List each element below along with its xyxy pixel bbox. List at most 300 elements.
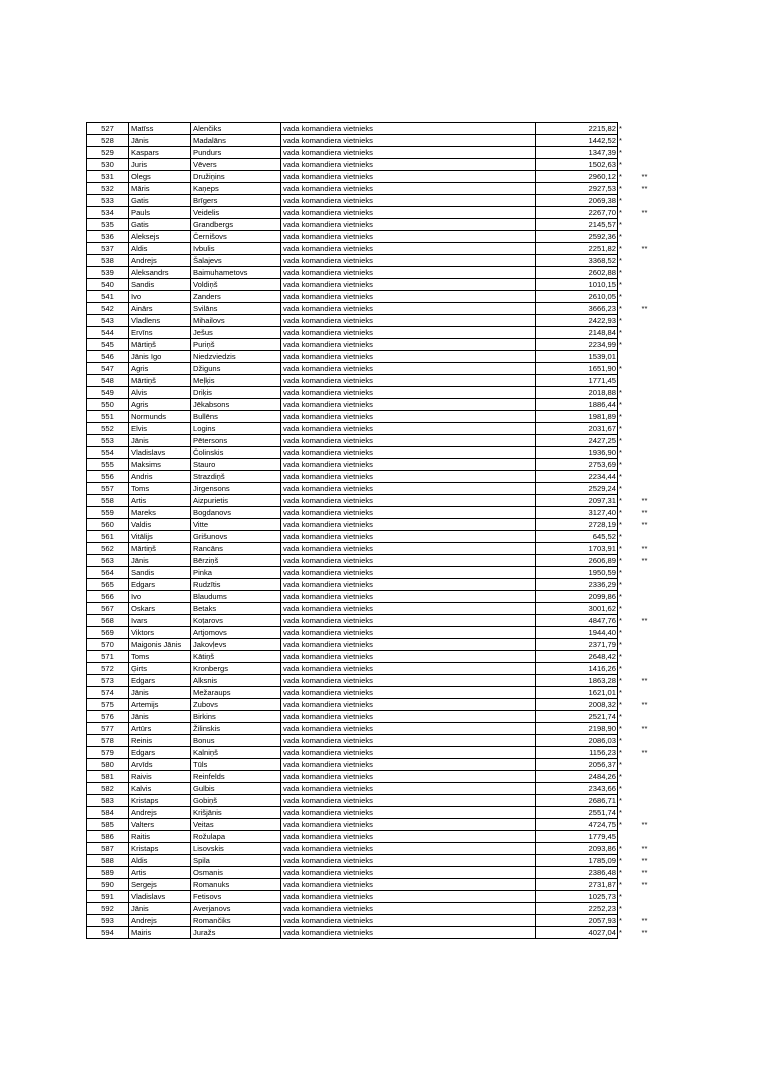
flag-double-cell xyxy=(630,627,660,639)
last-name-cell: Logins xyxy=(191,423,281,435)
position-cell: vada komandiera vietnieks xyxy=(281,447,536,459)
row-number-cell: 549 xyxy=(87,387,129,399)
flag-single-cell: * xyxy=(619,784,622,793)
flag-double-cell xyxy=(630,807,660,819)
last-name-cell: Ješus xyxy=(191,327,281,339)
amount-cell: 2148,84 xyxy=(536,327,618,339)
flag-single-cell: * xyxy=(619,472,622,481)
first-name-cell: Valters xyxy=(129,819,191,831)
row-number-cell: 581 xyxy=(87,771,129,783)
first-name-cell: Ervīns xyxy=(129,327,191,339)
flag-double-cell xyxy=(630,651,660,663)
row-number-cell: 536 xyxy=(87,231,129,243)
amount-cell: 2057,93 xyxy=(536,915,618,927)
table-row xyxy=(87,123,660,135)
position-cell: vada komandiera vietnieks xyxy=(281,183,536,195)
flag-single-cell: * xyxy=(619,604,622,613)
table-row xyxy=(87,483,660,495)
amount-cell: 2336,29 xyxy=(536,579,618,591)
flag-double-cell xyxy=(630,123,660,135)
flag-double-cell: ** xyxy=(641,520,648,529)
first-name-cell: Jānis xyxy=(129,903,191,915)
position-cell: vada komandiera vietnieks xyxy=(281,555,536,567)
row-number-cell: 542 xyxy=(87,303,129,315)
last-name-cell: Pētersons xyxy=(191,435,281,447)
flag-single-cell: * xyxy=(619,820,622,829)
flag-single-cell: * xyxy=(619,208,622,217)
position-cell: vada komandiera vietnieks xyxy=(281,879,536,891)
position-cell: vada komandiera vietnieks xyxy=(281,711,536,723)
last-name-cell: Voldiņš xyxy=(191,279,281,291)
table-row xyxy=(87,315,660,327)
first-name-cell: Aleksejs xyxy=(129,231,191,243)
last-name-cell: Rancāns xyxy=(191,543,281,555)
first-name-cell: Ivars xyxy=(129,615,191,627)
last-name-cell: Kātiņš xyxy=(191,651,281,663)
position-cell: vada komandiera vietnieks xyxy=(281,927,536,939)
flag-double-cell xyxy=(630,435,660,447)
last-name-cell: Zanders xyxy=(191,291,281,303)
flag-double-cell: ** xyxy=(641,868,648,877)
position-cell: vada komandiera vietnieks xyxy=(281,531,536,543)
last-name-cell: Veitas xyxy=(191,819,281,831)
table-row xyxy=(87,699,660,711)
flag-single-cell: * xyxy=(619,184,622,193)
first-name-cell: Mareks xyxy=(129,507,191,519)
flag-single-cell: * xyxy=(619,844,622,853)
table-row xyxy=(87,399,660,411)
flag-single-cell: * xyxy=(619,724,622,733)
table-row xyxy=(87,243,660,255)
first-name-cell: Agris xyxy=(129,399,191,411)
amount-cell: 2686,71 xyxy=(536,795,618,807)
first-name-cell: Edgars xyxy=(129,579,191,591)
amount-cell: 1025,73 xyxy=(536,891,618,903)
amount-cell: 1936,90 xyxy=(536,447,618,459)
flag-single-cell: * xyxy=(619,136,622,145)
table-row xyxy=(87,711,660,723)
row-number-cell: 547 xyxy=(87,363,129,375)
table-row xyxy=(87,615,660,627)
amount-cell: 2521,74 xyxy=(536,711,618,723)
last-name-cell: Lisovskis xyxy=(191,843,281,855)
flag-single-cell: * xyxy=(619,484,622,493)
amount-cell: 2386,48 xyxy=(536,867,618,879)
last-name-cell: Veidelis xyxy=(191,207,281,219)
first-name-cell: Jānis xyxy=(129,135,191,147)
first-name-cell: Ainārs xyxy=(129,303,191,315)
last-name-cell: Ivbulis xyxy=(191,243,281,255)
row-number-cell: 576 xyxy=(87,711,129,723)
last-name-cell: Čolinskis xyxy=(191,447,281,459)
table-row xyxy=(87,147,660,159)
first-name-cell: Ģirts xyxy=(129,663,191,675)
last-name-cell: Fetisovs xyxy=(191,891,281,903)
last-name-cell: Tūls xyxy=(191,759,281,771)
amount-cell: 2610,05 xyxy=(536,291,618,303)
first-name-cell: Normunds xyxy=(129,411,191,423)
amount-cell: 3001,62 xyxy=(536,603,618,615)
flag-single-cell: * xyxy=(619,124,622,133)
last-name-cell: Grandbergs xyxy=(191,219,281,231)
flag-double-cell: ** xyxy=(641,184,648,193)
table-row xyxy=(87,135,660,147)
first-name-cell: Vitālijs xyxy=(129,531,191,543)
row-number-cell: 530 xyxy=(87,159,129,171)
first-name-cell: Vladlens xyxy=(129,315,191,327)
first-name-cell: Vladislavs xyxy=(129,891,191,903)
position-cell: vada komandiera vietnieks xyxy=(281,399,536,411)
row-number-cell: 532 xyxy=(87,183,129,195)
row-number-cell: 585 xyxy=(87,819,129,831)
flag-double-cell: ** xyxy=(641,244,648,253)
amount-cell: 1156,23 xyxy=(536,747,618,759)
flag-single-cell: * xyxy=(619,196,622,205)
last-name-cell: Pinka xyxy=(191,567,281,579)
position-cell: vada komandiera vietnieks xyxy=(281,747,536,759)
flag-single-cell xyxy=(618,351,630,363)
table-row xyxy=(87,387,660,399)
flag-double-cell xyxy=(630,531,660,543)
last-name-cell: Romanuks xyxy=(191,879,281,891)
first-name-cell: Maigonis Jānis xyxy=(129,639,191,651)
first-name-cell: Reinis xyxy=(129,735,191,747)
row-number-cell: 558 xyxy=(87,495,129,507)
first-name-cell: Mārtiņš xyxy=(129,375,191,387)
flag-double-cell: ** xyxy=(641,544,648,553)
table-row xyxy=(87,159,660,171)
position-cell: vada komandiera vietnieks xyxy=(281,435,536,447)
position-cell: vada komandiera vietnieks xyxy=(281,723,536,735)
amount-cell: 1779,45 xyxy=(536,831,618,843)
row-number-cell: 573 xyxy=(87,675,129,687)
position-cell: vada komandiera vietnieks xyxy=(281,519,536,531)
flag-double-cell xyxy=(630,375,660,387)
first-name-cell: Artemijs xyxy=(129,699,191,711)
flag-double-cell: ** xyxy=(641,916,648,925)
table-row xyxy=(87,675,660,687)
table-row xyxy=(87,459,660,471)
amount-cell: 3127,40 xyxy=(536,507,618,519)
row-number-cell: 570 xyxy=(87,639,129,651)
flag-double-cell xyxy=(630,399,660,411)
flag-single-cell: * xyxy=(619,916,622,925)
last-name-cell: Černišovs xyxy=(191,231,281,243)
position-cell: vada komandiera vietnieks xyxy=(281,903,536,915)
position-cell: vada komandiera vietnieks xyxy=(281,591,536,603)
last-name-cell: Alksnis xyxy=(191,675,281,687)
first-name-cell: Toms xyxy=(129,483,191,495)
row-number-cell: 552 xyxy=(87,423,129,435)
table-row xyxy=(87,891,660,903)
row-number-cell: 575 xyxy=(87,699,129,711)
flag-double-cell xyxy=(630,759,660,771)
flag-single-cell: * xyxy=(619,616,622,625)
first-name-cell: Andrejs xyxy=(129,255,191,267)
amount-cell: 2093,86 xyxy=(536,843,618,855)
last-name-cell: Brīgers xyxy=(191,195,281,207)
flag-double-cell: ** xyxy=(641,172,648,181)
table-row xyxy=(87,207,660,219)
row-number-cell: 590 xyxy=(87,879,129,891)
flag-single-cell: * xyxy=(619,412,622,421)
flag-double-cell xyxy=(630,147,660,159)
amount-cell: 1010,15 xyxy=(536,279,618,291)
amount-cell: 2251,82 xyxy=(536,243,618,255)
amount-cell: 2592,36 xyxy=(536,231,618,243)
last-name-cell: Kaņeps xyxy=(191,183,281,195)
amount-cell: 3368,52 xyxy=(536,255,618,267)
last-name-cell: Džiguns xyxy=(191,363,281,375)
position-cell: vada komandiera vietnieks xyxy=(281,135,536,147)
amount-cell: 2008,32 xyxy=(536,699,618,711)
table-row xyxy=(87,231,660,243)
flag-double-cell xyxy=(630,231,660,243)
table-row xyxy=(87,339,660,351)
table-row xyxy=(87,327,660,339)
flag-double-cell: ** xyxy=(641,724,648,733)
row-number-cell: 539 xyxy=(87,267,129,279)
first-name-cell: Mairis xyxy=(129,927,191,939)
table-row xyxy=(87,267,660,279)
flag-single-cell: * xyxy=(619,460,622,469)
flag-double-cell: ** xyxy=(641,556,648,565)
amount-cell: 1416,26 xyxy=(536,663,618,675)
table-row xyxy=(87,351,660,363)
row-number-cell: 544 xyxy=(87,327,129,339)
flag-double-cell xyxy=(630,363,660,375)
first-name-cell: Mārtiņš xyxy=(129,543,191,555)
position-cell: vada komandiera vietnieks xyxy=(281,675,536,687)
table-row xyxy=(87,219,660,231)
table-row xyxy=(87,291,660,303)
last-name-cell: Gobiņš xyxy=(191,795,281,807)
flag-double-cell xyxy=(630,567,660,579)
first-name-cell: Oskars xyxy=(129,603,191,615)
amount-cell: 2422,93 xyxy=(536,315,618,327)
last-name-cell: Spila xyxy=(191,855,281,867)
last-name-cell: Bullēns xyxy=(191,411,281,423)
row-number-cell: 562 xyxy=(87,543,129,555)
table-row xyxy=(87,303,660,315)
flag-double-cell xyxy=(630,639,660,651)
table-row xyxy=(87,447,660,459)
flag-single-cell: * xyxy=(619,652,622,661)
flag-double-cell: ** xyxy=(641,748,648,757)
amount-cell: 1703,91 xyxy=(536,543,618,555)
last-name-cell: Krišjānis xyxy=(191,807,281,819)
table-row xyxy=(87,747,660,759)
amount-cell: 2198,90 xyxy=(536,723,618,735)
table-row xyxy=(87,519,660,531)
last-name-cell: Svilāns xyxy=(191,303,281,315)
amount-cell: 4027,04 xyxy=(536,927,618,939)
row-number-cell: 578 xyxy=(87,735,129,747)
row-number-cell: 550 xyxy=(87,399,129,411)
table-row xyxy=(87,795,660,807)
first-name-cell: Olegs xyxy=(129,171,191,183)
first-name-cell: Viktors xyxy=(129,627,191,639)
amount-cell: 2927,53 xyxy=(536,183,618,195)
amount-cell: 1347,39 xyxy=(536,147,618,159)
table-row xyxy=(87,363,660,375)
position-cell: vada komandiera vietnieks xyxy=(281,243,536,255)
first-name-cell: Kaspars xyxy=(129,147,191,159)
flag-double-cell xyxy=(630,591,660,603)
flag-single-cell: * xyxy=(619,868,622,877)
flag-double-cell xyxy=(630,579,660,591)
last-name-cell: Mežaraups xyxy=(191,687,281,699)
flag-single-cell: * xyxy=(619,364,622,373)
flag-single-cell: * xyxy=(619,544,622,553)
flag-single-cell: * xyxy=(619,580,622,589)
first-name-cell: Aldis xyxy=(129,243,191,255)
position-cell: vada komandiera vietnieks xyxy=(281,159,536,171)
first-name-cell: Artis xyxy=(129,867,191,879)
amount-cell: 2234,44 xyxy=(536,471,618,483)
table-row xyxy=(87,639,660,651)
first-name-cell: Kalvis xyxy=(129,783,191,795)
amount-cell: 1539,01 xyxy=(536,351,618,363)
flag-double-cell xyxy=(630,891,660,903)
first-name-cell: Valdis xyxy=(129,519,191,531)
flag-single-cell: * xyxy=(619,328,622,337)
row-number-cell: 534 xyxy=(87,207,129,219)
position-cell: vada komandiera vietnieks xyxy=(281,171,536,183)
first-name-cell: Andrejs xyxy=(129,915,191,927)
first-name-cell: Andris xyxy=(129,471,191,483)
first-name-cell: Artūrs xyxy=(129,723,191,735)
row-number-cell: 567 xyxy=(87,603,129,615)
position-cell: vada komandiera vietnieks xyxy=(281,351,536,363)
row-number-cell: 569 xyxy=(87,627,129,639)
row-number-cell: 589 xyxy=(87,867,129,879)
table-row xyxy=(87,723,660,735)
amount-cell: 2086,03 xyxy=(536,735,618,747)
last-name-cell: Grišunovs xyxy=(191,531,281,543)
table-row xyxy=(87,555,660,567)
flag-double-cell: ** xyxy=(641,820,648,829)
amount-cell: 2371,79 xyxy=(536,639,618,651)
last-name-cell: Puriņš xyxy=(191,339,281,351)
flag-single-cell xyxy=(618,375,630,387)
row-number-cell: 561 xyxy=(87,531,129,543)
amount-cell: 2731,87 xyxy=(536,879,618,891)
amount-cell: 1771,45 xyxy=(536,375,618,387)
flag-single-cell: * xyxy=(619,244,622,253)
flag-double-cell: ** xyxy=(641,508,648,517)
amount-cell: 2056,37 xyxy=(536,759,618,771)
row-number-cell: 537 xyxy=(87,243,129,255)
flag-single-cell: * xyxy=(619,496,622,505)
first-name-cell: Māris xyxy=(129,183,191,195)
flag-single-cell: * xyxy=(619,160,622,169)
flag-double-cell xyxy=(630,483,660,495)
flag-double-cell: ** xyxy=(641,844,648,853)
table-row xyxy=(87,867,660,879)
first-name-cell: Jānis xyxy=(129,555,191,567)
amount-cell: 2097,31 xyxy=(536,495,618,507)
row-number-cell: 591 xyxy=(87,891,129,903)
table-row xyxy=(87,855,660,867)
flag-single-cell: * xyxy=(619,256,622,265)
table-row xyxy=(87,195,660,207)
flag-single-cell: * xyxy=(619,880,622,889)
amount-cell: 1621,01 xyxy=(536,687,618,699)
row-number-cell: 556 xyxy=(87,471,129,483)
last-name-cell: Rožulapa xyxy=(191,831,281,843)
position-cell: vada komandiera vietnieks xyxy=(281,855,536,867)
flag-single-cell: * xyxy=(619,904,622,913)
first-name-cell: Gatis xyxy=(129,195,191,207)
table-row xyxy=(87,627,660,639)
flag-single-cell: * xyxy=(619,232,622,241)
position-cell: vada komandiera vietnieks xyxy=(281,327,536,339)
flag-double-cell xyxy=(630,219,660,231)
flag-double-cell: ** xyxy=(641,304,648,313)
amount-cell: 2234,99 xyxy=(536,339,618,351)
amount-cell: 2728,19 xyxy=(536,519,618,531)
flag-double-cell xyxy=(630,387,660,399)
flag-single-cell: * xyxy=(619,340,622,349)
last-name-cell: Artjomovs xyxy=(191,627,281,639)
flag-single-cell: * xyxy=(619,316,622,325)
last-name-cell: Jirgensons xyxy=(191,483,281,495)
table-body xyxy=(87,123,660,939)
table-row xyxy=(87,663,660,675)
row-number-cell: 545 xyxy=(87,339,129,351)
position-cell: vada komandiera vietnieks xyxy=(281,627,536,639)
row-number-cell: 563 xyxy=(87,555,129,567)
flag-double-cell: ** xyxy=(641,700,648,709)
row-number-cell: 529 xyxy=(87,147,129,159)
row-number-cell: 535 xyxy=(87,219,129,231)
flag-double-cell: ** xyxy=(641,928,648,937)
flag-double-cell xyxy=(630,471,660,483)
position-cell: vada komandiera vietnieks xyxy=(281,279,536,291)
table-row xyxy=(87,531,660,543)
position-cell: vada komandiera vietnieks xyxy=(281,891,536,903)
position-cell: vada komandiera vietnieks xyxy=(281,507,536,519)
position-cell: vada komandiera vietnieks xyxy=(281,303,536,315)
position-cell: vada komandiera vietnieks xyxy=(281,483,536,495)
flag-single-cell: * xyxy=(619,280,622,289)
position-cell: vada komandiera vietnieks xyxy=(281,843,536,855)
amount-cell: 1442,52 xyxy=(536,135,618,147)
table-row xyxy=(87,579,660,591)
row-number-cell: 560 xyxy=(87,519,129,531)
row-number-cell: 566 xyxy=(87,591,129,603)
row-number-cell: 577 xyxy=(87,723,129,735)
flag-single-cell: * xyxy=(619,292,622,301)
position-cell: vada komandiera vietnieks xyxy=(281,543,536,555)
table-row xyxy=(87,819,660,831)
first-name-cell: Juris xyxy=(129,159,191,171)
table-row xyxy=(87,279,660,291)
flag-double-cell xyxy=(630,411,660,423)
flag-double-cell: ** xyxy=(641,856,648,865)
flag-single-cell: * xyxy=(619,520,622,529)
flag-double-cell: ** xyxy=(641,496,648,505)
flag-single-cell: * xyxy=(619,760,622,769)
table-row xyxy=(87,567,660,579)
flag-double-cell xyxy=(630,195,660,207)
flag-double-cell xyxy=(630,663,660,675)
first-name-cell: Gatis xyxy=(129,219,191,231)
flag-single-cell: * xyxy=(619,796,622,805)
flag-double-cell: ** xyxy=(641,616,648,625)
row-number-cell: 588 xyxy=(87,855,129,867)
